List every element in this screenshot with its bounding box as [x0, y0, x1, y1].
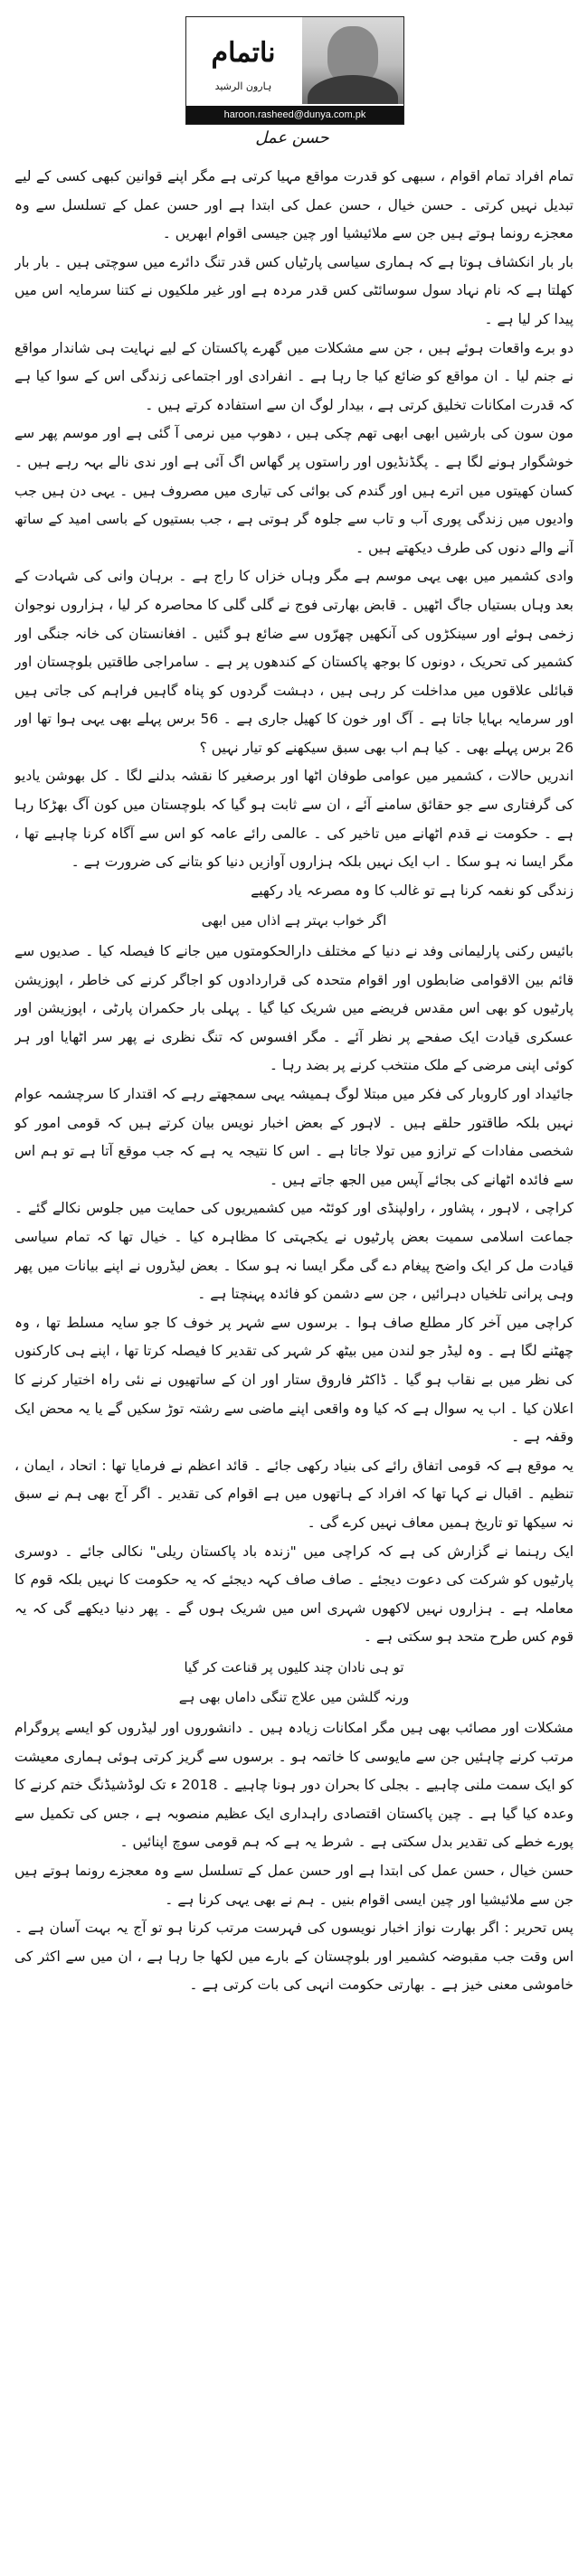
author-email[interactable]: haroon.rasheed@dunya.com.pk	[186, 106, 403, 124]
author-photo-shoulders	[308, 75, 398, 104]
paragraph: بائیس رکنی پارلیمانی وفد نے دنیا کے مختلف دارالحکومتوں میں جانے کا فیصلہ کیا ۔ صدیوں سے قائم بین الاقوامی ضابطوں اور اقوام متحدہ کی قراردادوں کو اجاگر کرنے کی خاطر ، اپوزیشن پارٹیوں کو بھی اس مقدس فریضے میں شریک کیا گیا ۔ پہلی بار حکمران پارٹی ، اپوزیشن اور عسکری قیادت ایک صفحے پر نظر آئے ۔ مگر افسوس کہ تنگ نظری نے پھر سر اٹھایا اور ہر کوئی اپنی مرضی کے ملک منتخب کرنے پر بضد رہا ۔	[14, 943, 574, 1074]
paragraph: کراچی ، لاہور ، پشاور ، راولپنڈی اور کوئٹہ میں کشمیریوں کی حمایت میں جلوس نکالے گئے ۔ جماعت اسلامی سمیت بعض پارٹیوں نے یکجہتی کا مظاہرہ کیا ۔ خیال تھا کہ تمام سیاسی قیادت مل کر ایک واضح پیغام دے گی مگر ایسا نہ ہو سکا ۔ بعض لیڈروں نے اپنے بیانات میں پھر وہی پرانی تلخیاں دہرائیں ، جن سے دشمن کو فائدہ پہنچتا ہے ۔	[14, 1200, 574, 1303]
author-photo	[302, 17, 403, 104]
author-name: ہارون الرشید	[214, 80, 272, 92]
column-title: ناتمام	[211, 37, 276, 69]
paragraph: یہ موقع ہے کہ قومی اتفاق رائے کی بنیاد رکھی جائے ۔ قائد اعظم نے فرمایا تھا : اتحاد ، ایمان ، تنظیم ۔ اقبال نے کہا تھا کہ افراد کے ہاتھوں میں ہے اقوام کی تقدیر ۔ اگر آج بھی ہم نے سبق نہ سیکھا تو تاریخ ہمیں معاف نہیں کرے گی ۔	[14, 1457, 574, 1531]
paragraph: مشکلات اور مصائب بھی ہیں مگر امکانات زیادہ ہیں ۔ دانشوروں اور لیڈروں کو ایسے پروگرام مرتب کرنے چاہئیں جن سے مایوسی کا خاتمہ ہو ۔ برسوں سے گریز کرتی ہوئی ہماری معیشت کو ایک سمت ملنی چاہیے ۔ بجلی کا بحران دور ہونا چاہیے ۔ 2018 ء تک لوڈشیڈنگ ختم کرنے کا وعدہ کیا گیا ہے ۔ چین پاکستان اقتصادی راہداری ایک عظیم منصوبہ ہے ، جس کی تکمیل سے پورے خطے کی تقدیر بدل سکتی ہے ۔ شرط یہ ہے کہ ہم قومی سوچ اپنائیں ۔	[14, 1720, 574, 1851]
paragraph: حسن خیال ، حسن عمل کی ابتدا ہے اور حسن عمل کے تسلسل سے وہ معجزے رونما ہوتے ہیں جن سے ملائیشیا اور چین ایسی اقوام بنیں ۔ ہم نے بھی یہی کرنا ہے ۔	[14, 1863, 574, 1908]
paragraph: بار بار انکشاف ہوتا ہے کہ ہماری سیاسی پارٹیاں کس قدر تنگ دائرے میں سوچتی ہیں ۔ بار بار کھلتا ہے کہ نام نہاد سول سوسائٹی کس قدر مردہ ہے اور غیر ملکیوں نے کتنا سرمایہ اس میں پیدا کر لیا ہے ۔	[14, 253, 574, 327]
column-header	[185, 16, 404, 125]
paragraph: تمام افراد تمام اقوام ، سبھی کو قدرت مواقع مہیا کرتی ہے مگر اپنے قوانین کبھی کسی کے لیے تبدیل نہیں کرتی ۔ حسن خیال ، حسن عمل کی ابتدا ہے اور حسن عمل کے تسلسل سے وہ معجزے رونما ہوتے ہیں جن سے ملائیشیا اور چین جیسی اقوام ابھریں ۔	[14, 168, 574, 242]
paragraph: پس تحریر : اگر بھارت نواز اخبار نویسوں کی فہرست مرتب کرنا ہو تو آج یہ بہت آسان ہے ۔ اس وقت جب مقبوضہ کشمیر اور بلوچستان کے بارے میں لکھا جا رہا ہے ، ان میں سے اکثر کی خاموشی معنی خیز ہے ۔ بھارتی حکومت انہی کی بات کرتی ہے ۔	[14, 1920, 574, 1994]
article-headline: حسن عمل	[255, 128, 329, 147]
verse-line: اگر خواب بہتر ہے اذاں میں ابھی	[201, 912, 387, 929]
paragraph: وادی کشمیر میں بھی یہی موسم ہے مگر وہاں خزاں کا راج ہے ۔ برہان وانی کی شہادت کے بعد وہاں بستیاں جاگ اٹھیں ۔ قابض بھارتی فوج نے گلی گلی کا محاصرہ کر لیا ، ہزاروں نوجوان زخمی ہوئے اور سینکڑوں کی آنکھیں چھرّوں سے ضائع ہو گئیں ۔ افغانستان کی خانہ جنگی اور کشمیر کی تحریک ، دونوں کا بوجھ پاکستان کے کندھوں پر ہے ۔ سامراجی طاقتیں بلوچستان اور قبائلی علاقوں میں مداخلت کر رہی ہیں ، دہشت گردوں کو پناہ گاہیں فراہم کی جاتی ہیں اور سرمایہ بہایا جاتا ہے ۔ آگ اور خون کا کھیل جاری ہے ۔ 56 برس پہلے بھی یہی ہوا تھا اور 26 برس پہلے بھی ۔ کیا ہم اب بھی سبق سیکھنے کو تیار نہیں ؟	[14, 568, 574, 756]
paragraph: کراچی میں آخر کار مطلع صاف ہوا ۔ برسوں سے شہر پر خوف کا جو سایہ مسلط تھا ، وہ چھٹنے لگا ہے ۔ وہ لیڈر جو لندن میں بیٹھ کر شہر کی تقدیر کا فیصلہ کرتا تھا ، اپنے ہی کارکنوں کی نظر میں بے نقاب ہو گیا ۔ ڈاکٹر فاروق ستار اور ان کے ساتھیوں نے نئی راہ اختیار کرنے کا اعلان کیا ۔ اب یہ سوال ہے کہ کیا وہ واقعی اپنے ماضی سے رشتہ توڑ سکیں گے یا یہ محض ایک وقفہ ہے ۔	[14, 1314, 574, 1446]
paragraph: ایک رہنما نے گزارش کی ہے کہ کراچی میں "زندہ باد پاکستان ریلی" نکالی جائے ۔ دوسری پارٹیوں کو شرکت کی دعوت دیجئے ۔ صاف صاف کہہ دیجئے کہ یہ حکومت کا نہیں بلکہ قوم کا معاملہ ہے ۔ ہزاروں نہیں لاکھوں شہری اس میں شریک ہوں گے ۔ پھر دنیا دیکھے گی کہ یہ قوم کس طرح متحد ہو سکتی ہے ۔	[14, 1543, 574, 1646]
paragraph: مون سون کی بارشیں ابھی ابھی تھم چکی ہیں ، دھوپ میں نرمی آ گئی ہے اور موسم پھر سے خوشگوار ہونے لگا ہے ۔ پگڈنڈیوں اور راستوں پر گھاس اگ آئی ہے اور ندی نالے بہہ رہے ہیں ۔ کسان کھیتوں میں اترے ہیں اور گندم کی بوائی کی تیاری میں مصروف ہیں ۔ یہی دن ہیں جب وادیوں میں زندگی پوری آب و تاب سے جلوہ گر ہوتی ہے ، جب بستیوں کے باسی امید کے ساتھ آنے والے دنوں کی طرف دیکھتے ہیں ۔	[14, 425, 574, 556]
article-body	[14, 163, 574, 2567]
paragraph: زندگی کو نغمہ کرنا ہے تو غالب کا وہ مصرعہ یاد رکھیے	[251, 882, 574, 899]
verse-line: تو ہی نادان چند کلیوں پر قناعت کر گیا	[184, 1658, 404, 1675]
paragraph: اندریں حالات ، کشمیر میں عوامی طوفان اٹھا اور برصغیر کا نقشہ بدلنے لگا ۔ کل بھوشن یادیو کی گرفتاری سے جو حقائق سامنے آئے ، ان سے ثابت ہو گیا کہ بلوچستان میں کون آگ بھڑکا رہا ہے ۔ حکومت نے قدم اٹھانے میں تاخیر کی ۔ عالمی رائے عامہ کو اس سے آگاہ کرنا چاہیے تھا ، مگر ایسا نہ ہو سکا ۔ اب ایک نہیں بلکہ ہزاروں آوازیں دنیا کو بتانے کی ضرورت ہے ۔	[14, 768, 574, 871]
verse-line: ورنہ گلشن میں علاج تنگی داماں بھی ہے	[178, 1689, 410, 1706]
paragraph: دو برے واقعات ہوئے ہیں ، جن سے مشکلات میں گھرے پاکستان کے لیے نہایت ہی شاندار مواقع نے جنم لیا ۔ ان مواقع کو ضائع کیا جا رہا ہے ۔ انفرادی اور اجتماعی زندگی اس کے سوا کیا ہے کہ قدرت امکانات تخلیق کرتی ہے ، بیدار لوگ ان سے استفادہ کرتے ہیں ۔	[14, 339, 574, 413]
paragraph: جائیداد اور کاروبار کی فکر میں مبتلا لوگ ہمیشہ یہی سمجھتے رہے کہ اقتدار کا سرچشمہ عوام نہیں بلکہ طاقتور حلقے ہیں ۔ لاہور کے بعض اخبار نویس بیان کرتے ہیں کہ قومی امور کو شخصی مفادات کے ترازو میں تولا جاتا ہے ۔ اس کا نتیجہ یہ ہے کہ جب موقع آتا ہے تو ہم اس سے فائدہ اٹھانے کی بجائے آپس میں الجھ جاتے ہیں ۔	[14, 1086, 574, 1188]
